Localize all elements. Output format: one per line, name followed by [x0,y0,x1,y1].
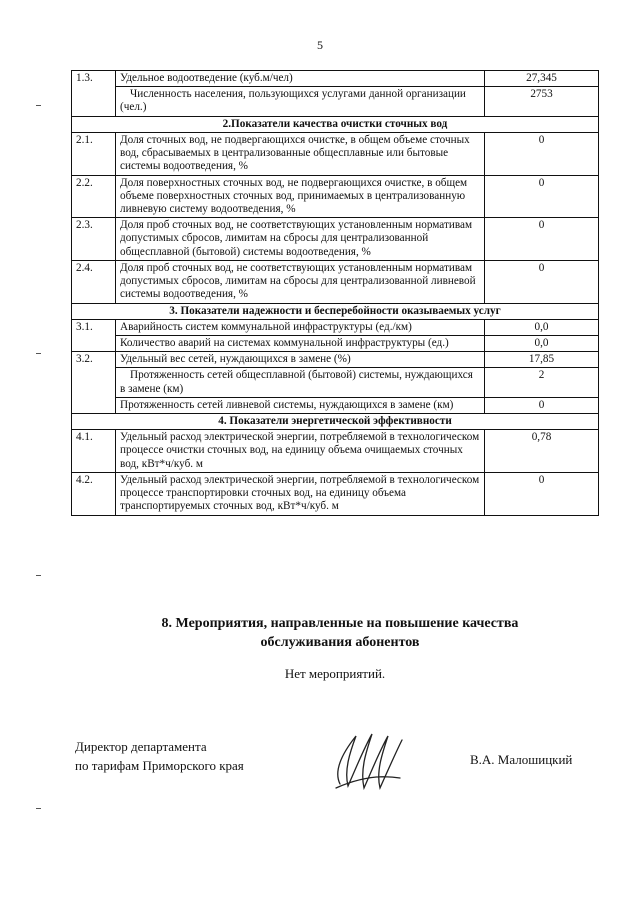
section-header: 3. Показатели надежности и бесперебойности оказываемых услуг [72,303,599,319]
indicator-description: Доля проб сточных вод, не соответствующих установленным нормативам допустимых сбросов, лимитам на сбросы для централизованной ливневой системы водоотведения, % [116,260,485,303]
margin-mark [36,575,41,576]
indicator-value: 0,0 [485,335,599,351]
handwritten-signature [326,728,408,792]
table-row [72,87,599,116]
table-row [72,430,599,473]
indicators-table-body [72,71,599,516]
section-header: 4. Показатели энергетической эффективности [72,414,599,430]
table-section-header-row [72,303,599,319]
indicator-description: Протяженность сетей ливневой системы, нуждающихся в замене (км) [116,397,485,413]
table-row [72,132,599,175]
indicator-value: 0 [485,397,599,413]
indicator-value: 0 [485,472,599,515]
table-row [72,71,599,87]
row-number [72,397,116,413]
section-title-line: 8. Мероприятия, направленные на повышение качества [161,616,519,631]
row-number [72,87,116,116]
row-number: 2.2. [72,175,116,218]
indicator-description: Доля проб сточных вод, не соответствующих установленным нормативам допустимых сбросов, лимитам на сбросы для централизованной общесплавной (бытовой) системы водоотведения, % [116,218,485,261]
row-number: 4.1. [72,430,116,473]
section-title [0,614,640,652]
row-number: 4.2. [72,472,116,515]
table-row [72,352,599,368]
indicator-description: Удельное водоотведение (куб.м/чел) [116,71,485,87]
row-number: 3.2. [72,352,116,368]
row-number: 2.1. [72,132,116,175]
indicator-value: 17,85 [485,352,599,368]
indicator-description: Удельный вес сетей, нуждающихся в замене (%) [116,352,485,368]
indicator-description: Количество аварий на системах коммунальной инфраструктуры (ед.) [116,335,485,351]
table-row [72,368,599,397]
table-row [72,218,599,261]
indicator-value: 0 [485,132,599,175]
row-number [72,368,116,397]
indicators-table [71,70,599,516]
indicator-value: 0,0 [485,319,599,335]
section-title-line: обслуживания абонентов [260,635,420,650]
indicator-description: Доля поверхностных сточных вод, не подвергающихся очистке, в общем объеме поверхностных сточных вод, принимаемых в централизованную ливневую систему водоотведения, % [116,175,485,218]
page-number: 5 [317,38,323,52]
indicator-description: Протяженность сетей общесплавной (бытовой) системы, нуждающихся в замене (км) [116,368,485,397]
row-number: 3.1. [72,319,116,335]
margin-mark [36,808,41,809]
row-number: 1.3. [72,71,116,87]
no-measures-text: Нет мероприятий. [284,666,386,681]
signer-title-line: Директор департамента [75,739,207,754]
table-row [72,397,599,413]
indicator-description: Аварийность систем коммунальной инфраструктуры (ед./км) [116,319,485,335]
margin-mark [36,353,41,354]
section-header: 2.Показатели качества очистки сточных вод [72,116,599,132]
indicator-description: Доля сточных вод, не подвергающихся очистке, в общем объеме сточных вод, сбрасываемых в централизованные общесплавные или бытовые системы водоотведения, % [116,132,485,175]
signer-name: В.А. Малошицкий [470,752,573,767]
signer-title [75,737,244,775]
indicator-value: 0 [485,175,599,218]
row-number: 2.3. [72,218,116,261]
indicator-value: 0 [485,218,599,261]
table-row [72,335,599,351]
margin-mark [36,105,41,106]
row-number: 2.4. [72,260,116,303]
table-section-header-row [72,414,599,430]
indicator-description: Удельный расход электрической энергии, потребляемой в технологическом процессе очистки сточных вод, на единицу объема очищаемых сточных вод, кВт*ч/куб. м [116,430,485,473]
table-section-header-row [72,116,599,132]
table-row [72,175,599,218]
table-row [72,472,599,515]
indicator-description: Численность населения, пользующихся услугами данной организации (чел.) [116,87,485,116]
row-number [72,335,116,351]
signer-title-line: по тарифам Приморского края [75,758,244,773]
table-row [72,260,599,303]
indicator-value: 0,78 [485,430,599,473]
indicator-description: Удельный расход электрической энергии, потребляемой в технологическом процессе транспортировки сточных вод, на единицу объема транспортируемых сточных вод, кВт*ч/куб. м [116,472,485,515]
indicator-value: 0 [485,260,599,303]
table-row [72,319,599,335]
indicator-value: 27,345 [485,71,599,87]
indicator-value: 2753 [485,87,599,116]
indicator-value: 2 [485,368,599,397]
